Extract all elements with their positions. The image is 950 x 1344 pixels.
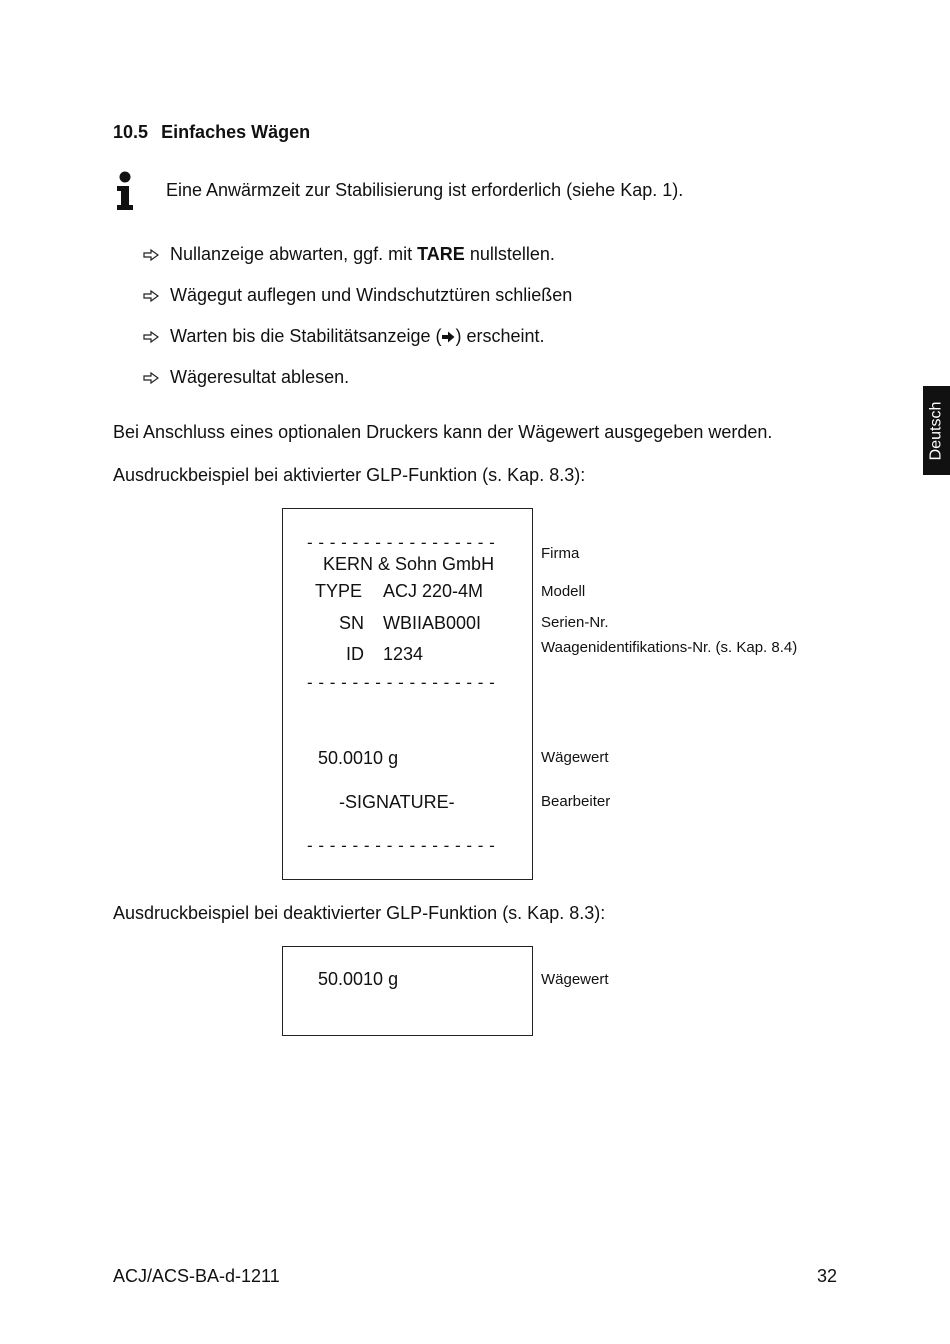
glp-off-caption: Ausdruckbeispiel bei deaktivierter GLP-Funktion (s. Kap. 8.3): bbox=[113, 903, 606, 923]
step-item bbox=[143, 367, 349, 388]
simple-printout-weight: 50.0010 g bbox=[318, 969, 399, 989]
simple-label-weight: Wägewert bbox=[541, 971, 609, 988]
printout-signature: -SIGNATURE- bbox=[339, 792, 455, 812]
section-heading bbox=[113, 122, 310, 143]
label-company: Firma bbox=[541, 545, 580, 562]
step-text: nullstellen. bbox=[464, 244, 555, 264]
printout-type-key: TYPE bbox=[315, 581, 363, 601]
simple-printout-box bbox=[282, 946, 533, 1036]
printout-weight: 50.0010 g bbox=[318, 748, 399, 768]
step-item bbox=[143, 285, 572, 306]
step-text: Nullanzeige abwarten, ggf. mit bbox=[170, 244, 418, 264]
info-icon bbox=[114, 171, 136, 211]
printout-id-key: ID bbox=[346, 644, 364, 664]
label-operator: Bearbeiter bbox=[541, 793, 611, 810]
hollow-arrow-icon bbox=[143, 249, 159, 261]
printout-sn-key: SN bbox=[339, 613, 365, 633]
stability-arrow-icon bbox=[441, 331, 455, 343]
step-item bbox=[143, 244, 555, 265]
printout-sn-value: WBIIAB000I bbox=[383, 613, 482, 633]
step-text: Warten bis die Stabilitätsanzeige ( bbox=[170, 326, 442, 346]
section-title: Einfaches Wägen bbox=[161, 122, 311, 142]
label-model: Modell bbox=[541, 583, 586, 600]
footer-page-number: 32 bbox=[816, 1266, 837, 1286]
label-weight: Wägewert bbox=[541, 749, 609, 766]
printout-id-value: 1234 bbox=[383, 644, 424, 664]
language-tab bbox=[923, 386, 950, 475]
printer-paragraph: Bei Anschluss eines optionalen Druckers kann der Wägewert ausgegeben werden. bbox=[113, 422, 773, 442]
printout-separator: - - - - - - - - - - - - - - - - - bbox=[307, 673, 496, 692]
hollow-arrow-icon bbox=[143, 331, 159, 343]
info-note-text: Eine Anwärmzeit zur Stabilisierung ist erforderlich (siehe Kap. 1). bbox=[166, 180, 684, 200]
printout-type-value: ACJ 220-4M bbox=[383, 581, 484, 601]
hollow-arrow-icon bbox=[143, 290, 159, 302]
label-id: Waagenidentifikations-Nr. (s. Kap. 8.4) bbox=[541, 639, 798, 656]
step-item bbox=[143, 326, 545, 347]
step-text: Wägeresultat ablesen. bbox=[170, 367, 350, 387]
footer-doc-id: ACJ/ACS-BA-d-1211 bbox=[113, 1266, 280, 1286]
tare-key-text: TARE bbox=[417, 244, 465, 264]
language-tab-label: Deutsch bbox=[927, 401, 945, 460]
glp-on-caption: Ausdruckbeispiel bei aktivierter GLP-Funktion (s. Kap. 8.3): bbox=[113, 465, 586, 485]
section-number: 10.5 bbox=[113, 122, 149, 142]
step-text: ) erscheint. bbox=[455, 326, 545, 346]
label-serial: Serien-Nr. bbox=[541, 614, 609, 631]
printout-separator: - - - - - - - - - - - - - - - - - bbox=[307, 836, 496, 855]
printout-separator: - - - - - - - - - - - - - - - - - bbox=[307, 533, 496, 552]
hollow-arrow-icon bbox=[143, 372, 159, 384]
printout-company: KERN & Sohn GmbH bbox=[323, 554, 495, 574]
step-text: Wägegut auflegen und Windschutztüren schließen bbox=[170, 285, 573, 305]
